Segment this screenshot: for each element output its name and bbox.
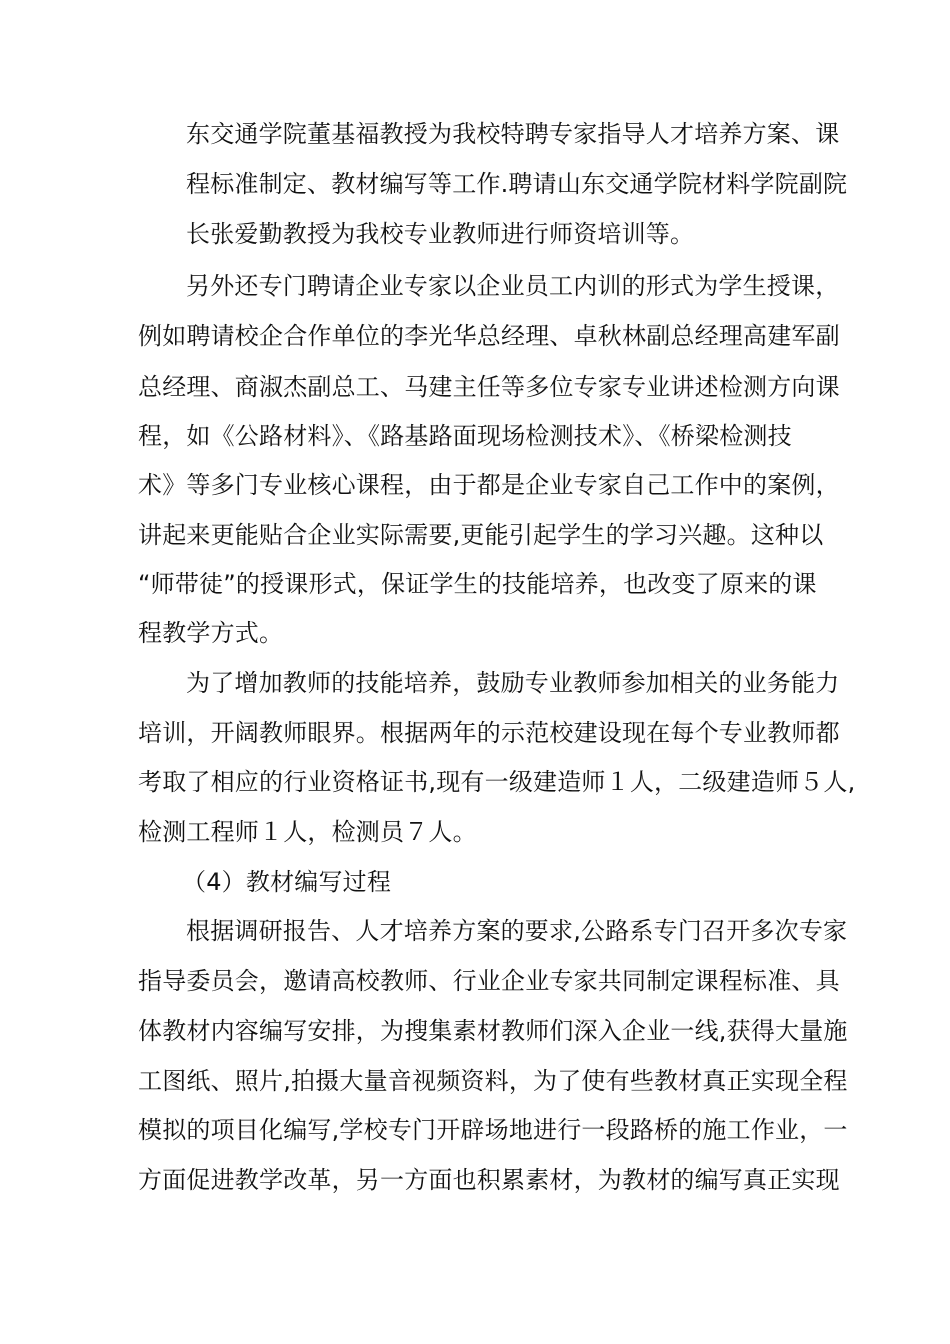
text-line: 指导委员会，邀请高校教师、行业企业专家共同制定课程标准、具 — [138, 967, 840, 995]
text-line: 程标准制定、教材编写等工作.聘请山东交通学院材料学院副院 — [186, 170, 848, 198]
text-line: 讲起来更能贴合企业实际需要,更能引起学生的学习兴趣。这种以 — [138, 521, 824, 549]
text-line: 例如聘请校企合作单位的李光华总经理、卓秋林副总经理高建军副 — [138, 322, 840, 350]
text-line: 为了增加教师的技能培养，鼓励专业教师参加相关的业务能力 — [186, 669, 840, 697]
text-line: 东交通学院董基福教授为我校特聘专家指导人才培养方案、课 — [186, 120, 840, 148]
text-line: 另外还专门聘请企业专家以企业员工内训的形式为学生授课， — [186, 272, 840, 300]
text-line: 长张爱勤教授为我校专业教师进行师资培训等。 — [186, 220, 695, 248]
text-line: 考取了相应的行业资格证书,现有一级建造师１人，二级建造师５人, — [138, 768, 856, 796]
text-line: 培训，开阔教师眼界。根据两年的示范校建设现在每个专业教师都 — [138, 719, 840, 747]
text-line: 总经理、商淑杰副总工、马建主任等多位专家专业讲述检测方向课 — [138, 373, 840, 401]
section-heading: （4）教材编写过程 — [182, 868, 392, 896]
text-line: 方面促进教学改革，另一方面也积累素材，为教材的编写真正实现 — [138, 1166, 840, 1194]
text-line: 程教学方式。 — [138, 619, 284, 647]
text-line: “师带徒”的授课形式，保证学生的技能培养，也改变了原来的课 — [138, 570, 817, 598]
text-line: 模拟的项目化编写,学校专门开辟场地进行一段路桥的施工作业，一 — [138, 1116, 848, 1144]
text-line: 程，如《公路材料》、《路基路面现场检测技术》、《桥梁检测技 — [138, 422, 792, 450]
text-line: 工图纸、照片,拍摄大量音视频资料，为了使有些教材真正实现全程 — [138, 1067, 848, 1095]
text-line: 根据调研报告、人才培养方案的要求,公路系专门召开多次专家 — [186, 917, 848, 945]
text-line: 体教材内容编写安排，为搜集素材教师们深入企业一线,获得大量施 — [138, 1017, 848, 1045]
text-line: 术》等多门专业核心课程，由于都是企业专家自己工作中的案例， — [138, 471, 840, 499]
text-line: 检测工程师１人，检测员７人。 — [138, 818, 477, 846]
